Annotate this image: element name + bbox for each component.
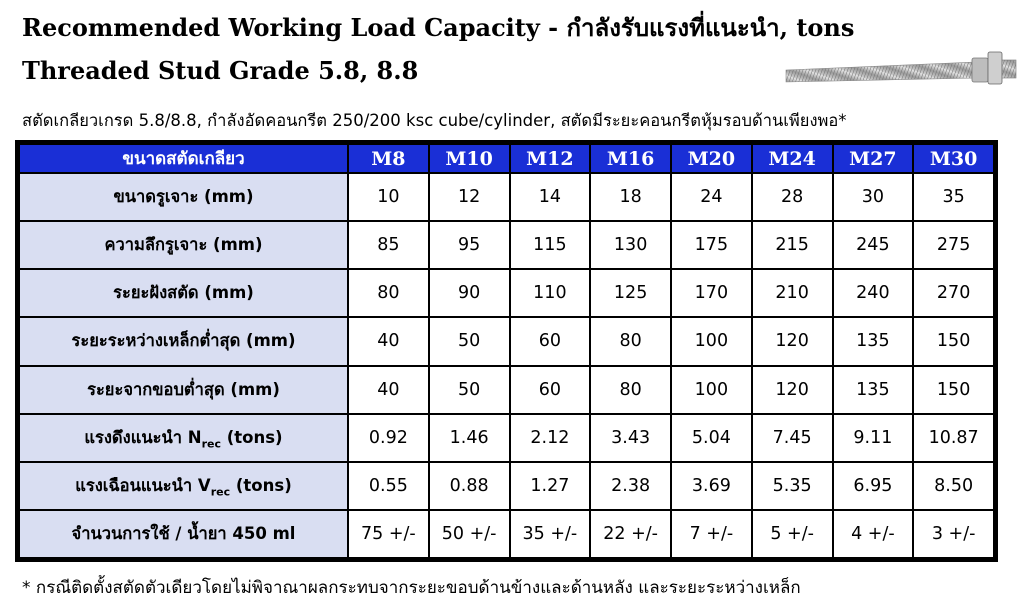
table-cell: 3.43 xyxy=(590,414,671,462)
table-cell: 3 +/- xyxy=(913,510,994,558)
table-row xyxy=(19,510,994,558)
table-cell: 9.11 xyxy=(833,414,914,462)
table-cell: 275 xyxy=(913,221,994,269)
table-cell: 115 xyxy=(510,221,591,269)
table-row xyxy=(19,414,994,462)
label-text: แรงเฉือนแนะนำ V xyxy=(75,475,211,495)
table-cell: 0.92 xyxy=(348,414,429,462)
table-cell: 270 xyxy=(913,269,994,317)
header-m24: M24 xyxy=(752,144,833,173)
label-unit: (tons) xyxy=(230,475,292,495)
table-cell: 30 xyxy=(833,173,914,221)
table-cell: 22 +/- xyxy=(590,510,671,558)
label-text: แรงดึงแนะนำ N xyxy=(84,427,202,447)
table-cell: 40 xyxy=(348,366,429,414)
header-m27: M27 xyxy=(833,144,914,173)
table-cell: 80 xyxy=(590,317,671,365)
table-cell: 35 +/- xyxy=(510,510,591,558)
header-m12: M12 xyxy=(510,144,591,173)
row-label-min-edge-distance: ระยะจากขอบต่ำสุด (mm) xyxy=(19,366,348,414)
table-cell: 125 xyxy=(590,269,671,317)
row-label-recommended-shear xyxy=(19,462,348,510)
table-cell: 10.87 xyxy=(913,414,994,462)
table-cell: 2.38 xyxy=(590,462,671,510)
table-cell: 24 xyxy=(671,173,752,221)
table-cell: 3.69 xyxy=(671,462,752,510)
header-m16: M16 xyxy=(590,144,671,173)
row-label-hole-diameter: ขนาดรูเจาะ (mm) xyxy=(19,173,348,221)
table-cell: 60 xyxy=(510,317,591,365)
page-subtitle-grade: Threaded Stud Grade 5.8, 8.8 xyxy=(22,56,419,85)
table-cell: 7.45 xyxy=(752,414,833,462)
label-subscript: rec xyxy=(210,485,231,499)
table-cell: 7 +/- xyxy=(671,510,752,558)
table-cell: 40 xyxy=(348,317,429,365)
table-cell: 5.35 xyxy=(752,462,833,510)
table-cell: 100 xyxy=(671,317,752,365)
table-cell: 2.12 xyxy=(510,414,591,462)
table-cell: 8.50 xyxy=(913,462,994,510)
table-cell: 120 xyxy=(752,317,833,365)
table-cell: 6.95 xyxy=(833,462,914,510)
header-m20: M20 xyxy=(671,144,752,173)
table-cell: 150 xyxy=(913,366,994,414)
table-cell: 85 xyxy=(348,221,429,269)
table-cell: 80 xyxy=(348,269,429,317)
table-row xyxy=(19,366,994,414)
table-cell: 4 +/- xyxy=(833,510,914,558)
table-cell: 50 xyxy=(429,366,510,414)
table-cell: 0.88 xyxy=(429,462,510,510)
page-title: Recommended Working Load Capacity - กำลังรับแรงที่แนะนำ, tons xyxy=(22,13,855,42)
row-label-min-spacing: ระยะระหว่างเหล็กต่ำสุด (mm) xyxy=(19,317,348,365)
table-cell: 150 xyxy=(913,317,994,365)
header-m10: M10 xyxy=(429,144,510,173)
table-cell: 10 xyxy=(348,173,429,221)
row-label-uses-per-cartridge: จำนวนการใช้ / น้ำยา 450 ml xyxy=(19,510,348,558)
table-cell: 0.55 xyxy=(348,462,429,510)
table-cell: 170 xyxy=(671,269,752,317)
table-cell: 28 xyxy=(752,173,833,221)
table-cell: 12 xyxy=(429,173,510,221)
table-row xyxy=(19,317,994,365)
row-label-hole-depth: ความลึกรูเจาะ (mm) xyxy=(19,221,348,269)
threaded-stud-bolt-icon xyxy=(782,48,1022,88)
table-cell: 95 xyxy=(429,221,510,269)
table-cell: 50 xyxy=(429,317,510,365)
table-header-row xyxy=(19,144,994,173)
table-cell: 175 xyxy=(671,221,752,269)
table-cell: 245 xyxy=(833,221,914,269)
conditions-text: สตัดเกลียวเกรด 5.8/8.8, กำลังอัดคอนกรีต 250/200 ksc cube/cylinder, สตัดมีระยะคอนกรีตหุ้มรอบด้านเพียงพอ* xyxy=(22,111,847,130)
table-row xyxy=(19,221,994,269)
row-label-embedment-depth: ระยะฝังสตัด (mm) xyxy=(19,269,348,317)
table-cell: 1.46 xyxy=(429,414,510,462)
table-cell: 100 xyxy=(671,366,752,414)
header-stud-size: ขนาดสตัดเกลียว xyxy=(19,144,348,173)
table-cell: 18 xyxy=(590,173,671,221)
header-m30: M30 xyxy=(913,144,994,173)
table-cell: 135 xyxy=(833,366,914,414)
footnote: * กรณีติดตั้งสตัดตัวเดียวโดยไม่พิจาณาผลกระทบจากระยะขอบด้านข้างและด้านหลัง และระยะระหว่างเหล็ก xyxy=(22,578,801,598)
label-unit: (tons) xyxy=(220,427,283,447)
table-cell: 240 xyxy=(833,269,914,317)
table-cell: 130 xyxy=(590,221,671,269)
table-cell: 50 +/- xyxy=(429,510,510,558)
table-cell: 1.27 xyxy=(510,462,591,510)
table-cell: 80 xyxy=(590,366,671,414)
row-label-recommended-tension xyxy=(19,414,348,462)
table-row xyxy=(19,269,994,317)
table-cell: 35 xyxy=(913,173,994,221)
table-cell: 135 xyxy=(833,317,914,365)
table-cell: 210 xyxy=(752,269,833,317)
table-cell: 75 +/- xyxy=(348,510,429,558)
label-subscript: rec xyxy=(201,436,221,450)
table-row xyxy=(19,173,994,221)
table-cell: 110 xyxy=(510,269,591,317)
table-row xyxy=(19,462,994,510)
table-cell: 215 xyxy=(752,221,833,269)
table-cell: 120 xyxy=(752,366,833,414)
table-cell: 14 xyxy=(510,173,591,221)
table-cell: 90 xyxy=(429,269,510,317)
load-capacity-table xyxy=(15,140,998,562)
table-cell: 5.04 xyxy=(671,414,752,462)
header-m8: M8 xyxy=(348,144,429,173)
table-cell: 5 +/- xyxy=(752,510,833,558)
table-cell: 60 xyxy=(510,366,591,414)
